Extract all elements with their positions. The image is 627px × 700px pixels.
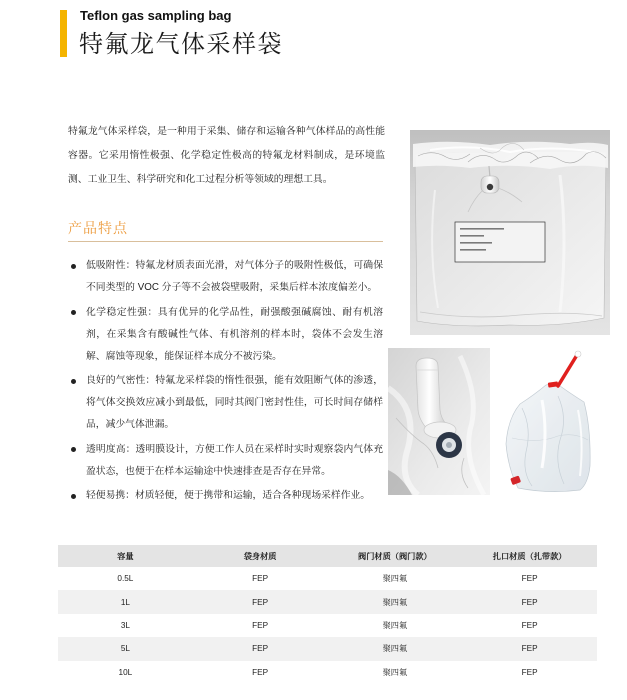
column-header-body-material: 袋身材质 xyxy=(193,545,328,567)
feature-text: 轻便易携：材质轻便，便于携带和运输，适合各种现场采样作业。 xyxy=(86,490,371,501)
title-english: Teflon gas sampling bag xyxy=(80,8,232,23)
table-header-row xyxy=(58,545,597,567)
table-cell: 聚四氟 xyxy=(382,667,408,677)
label-line xyxy=(460,242,492,244)
bullet-icon xyxy=(71,310,76,315)
table-row xyxy=(58,590,597,613)
table-row xyxy=(58,637,597,660)
column-header-tie-material: 扎口材质（扎带款） xyxy=(462,545,597,567)
table-cell: 10L xyxy=(118,667,133,677)
table-cell: FEP xyxy=(193,590,328,613)
feature-text: 良好的气密性：特氟龙采样袋的惰性很强，能有效阻断气体的渗透，将气体交换效应减小到最低，同时其阀门密封性佳，可长时间存储样品，减少气体泄漏。 xyxy=(86,375,383,430)
feature-item xyxy=(68,302,383,368)
column-header-valve-material: 阀门材质（阀门款） xyxy=(328,545,463,567)
feature-text: 低吸附性：特氟龙材质表面光滑，对气体分子的吸附性极低，可确保不同类型的 VOC 分子等不会被袋壁吸附，采集后样本浓度偏差小。 xyxy=(86,260,383,293)
page-title: 特氟龙气体采样袋 xyxy=(79,31,283,58)
bullet-icon xyxy=(71,447,76,452)
zip-tie-tip xyxy=(575,351,581,357)
feature-item xyxy=(68,370,383,436)
table-cell: 聚四氟 xyxy=(328,637,463,660)
product-photo-bag xyxy=(410,130,610,335)
feature-item xyxy=(68,485,383,507)
table-cell: FEP xyxy=(462,637,597,660)
label-line xyxy=(460,235,484,237)
table-cell: 3L xyxy=(120,620,130,630)
table-cell: 聚四氟 xyxy=(382,620,408,630)
valve-port xyxy=(487,184,493,190)
table-cell: 聚四氟 xyxy=(328,590,463,613)
features-list xyxy=(68,255,383,510)
product-photo-valve xyxy=(388,348,490,495)
table-cell: FEP xyxy=(252,574,269,584)
feature-item xyxy=(68,439,383,483)
intro-paragraph: 特氟龙气体采样袋，是一种用于采集、储存和运输各种气体样品的高性能容器。它采用惰性极强、化学稳定性极高的特氟龙材料制成，是环境监测、工业卫生、科学研究和化工过程分析等领域的理想工具。 xyxy=(68,126,385,185)
feature-item xyxy=(68,255,383,299)
spec-table xyxy=(58,545,597,684)
table-cell: FEP xyxy=(193,637,328,660)
features-heading: 产品特点 xyxy=(68,220,128,236)
bullet-icon xyxy=(71,264,76,269)
table-cell: 聚四氟 xyxy=(382,574,408,584)
table-cell: 5L xyxy=(58,637,193,660)
table-cell: FEP xyxy=(521,667,538,677)
table-cell: FEP xyxy=(462,590,597,613)
product-photo-zip-bag xyxy=(498,348,598,495)
bullet-icon xyxy=(71,379,76,384)
table-row xyxy=(58,567,597,590)
valve-button-center xyxy=(446,442,452,448)
table-cell: FEP xyxy=(252,620,269,630)
label-line xyxy=(460,228,504,230)
table-cell: FEP xyxy=(521,620,538,630)
table-cell: FEP xyxy=(521,574,538,584)
column-header-capacity: 容量 xyxy=(58,545,193,567)
features-divider xyxy=(68,241,383,242)
bullet-icon xyxy=(71,494,76,499)
table-cell: FEP xyxy=(252,667,269,677)
table-cell: 0.5L xyxy=(117,574,134,584)
table-row xyxy=(58,614,597,637)
table-row xyxy=(58,661,597,684)
label-line xyxy=(460,249,486,251)
accent-bar xyxy=(60,10,67,57)
table-cell: 1L xyxy=(58,590,193,613)
feature-text: 透明度高：透明膜设计，方便工作人员在采样时实时观察袋内气体充盈状态，也便于在样本运输途中快速排查是否存在异常。 xyxy=(86,443,383,477)
feature-text: 化学稳定性强：具有优异的化学品性，耐强酸强碱腐蚀、耐有机溶剂，在采集含有酸碱性气体、有机溶剂的样本时，袋体不会发生溶解、腐蚀等现象，能保证样本成分不被污染。 xyxy=(86,306,383,362)
